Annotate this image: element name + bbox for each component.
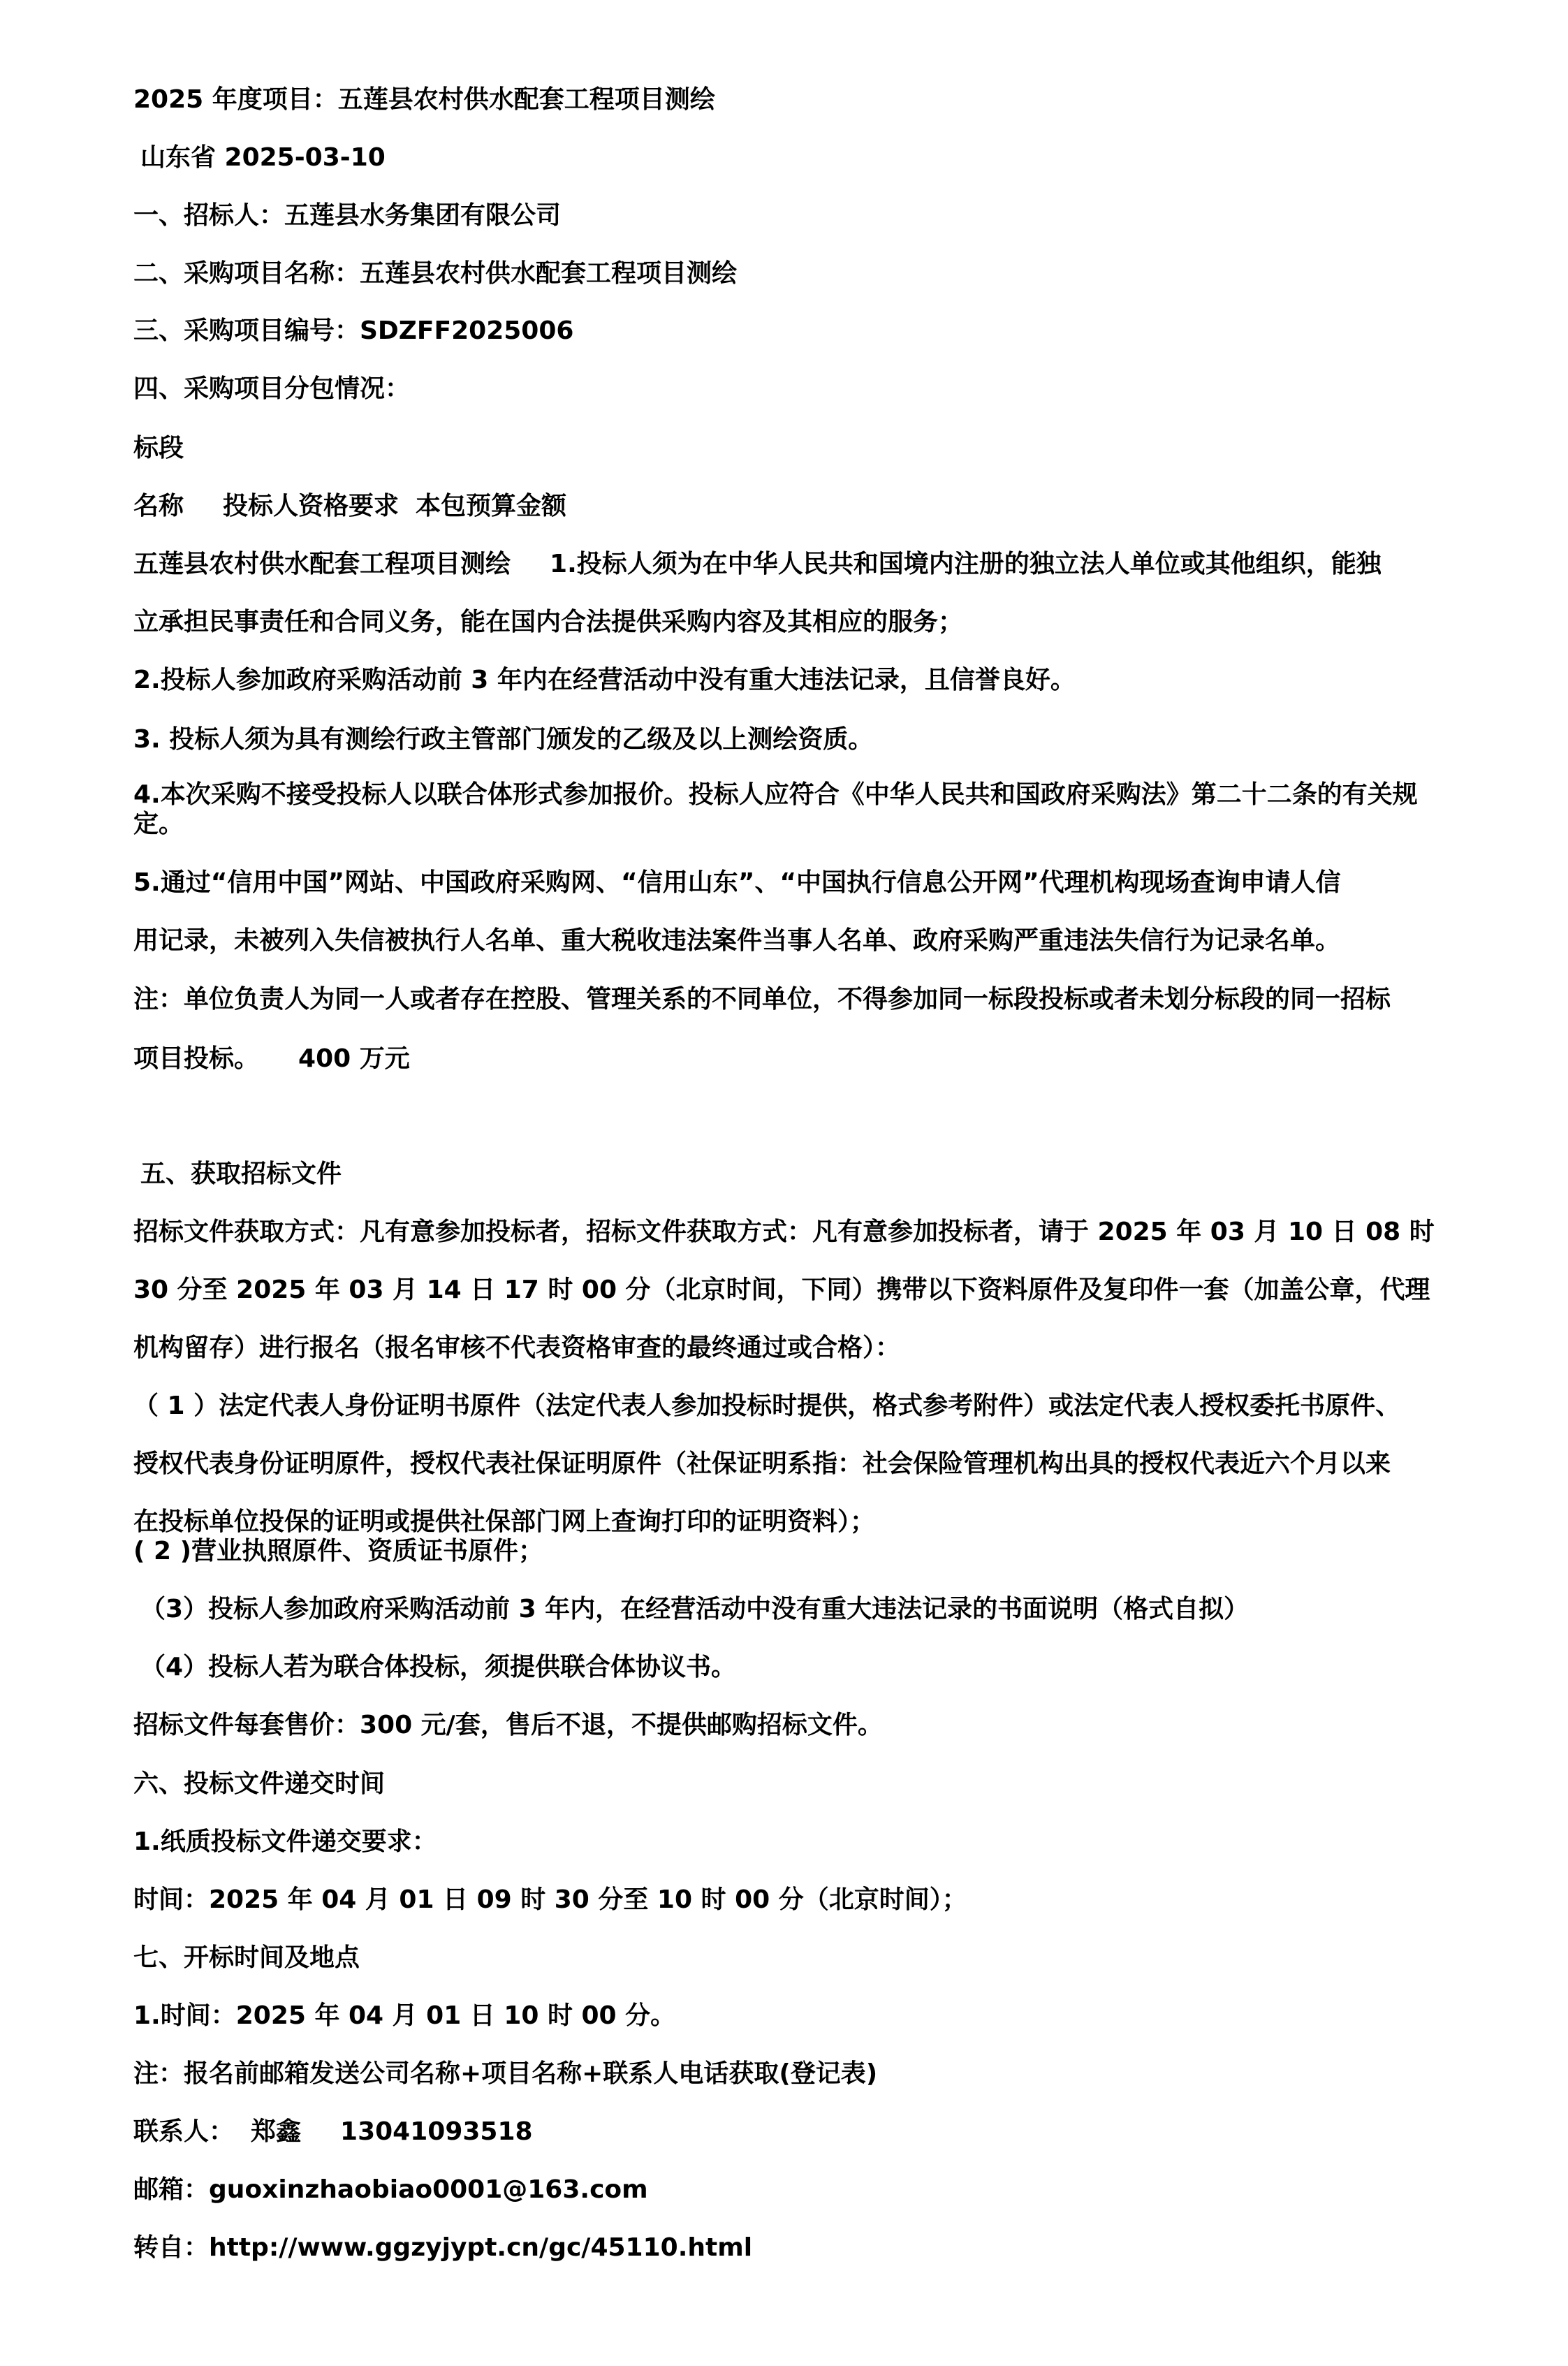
location-date: 山东省 2025-03-10 — [140, 143, 386, 172]
contact-label: 联系人： — [133, 2117, 235, 2146]
get-method-1: 招标文件获取方式：凡有意参加投标者，招标文件获取方式：凡有意参加投标者，请于 2025 年 03 月 10 日 08 时 — [133, 1218, 1435, 1246]
material-1b: 授权代表身份证明原件，授权代表社保证明原件（社保证明系指：社会保险管理机构出具的授权代表近六个月以来 — [133, 1449, 1391, 1478]
section-7-opening: 七、开标时间及地点 — [133, 1943, 360, 1972]
section-1-tenderer: 一、招标人：五莲县水务集团有限公司 — [133, 201, 562, 230]
document-price: 招标文件每套售价：300 元/套，售后不退，不提供邮购招标文件。 — [133, 1711, 883, 1739]
source-link[interactable]: 转自：http://www.ggzyjypt.cn/gc/45110.html — [133, 2233, 753, 2262]
package-row — [133, 549, 1446, 580]
package-budget: 400 万元 — [298, 1044, 410, 1073]
note-1-row — [133, 1044, 1446, 1074]
requirement-1b: 立承担民事责任和合同义务，能在国内合法提供采购内容及其相应的服务； — [133, 608, 964, 636]
contact-name: 郑鑫 — [251, 2117, 302, 2146]
get-method-2: 30 分至 2025 年 03 月 14 日 17 时 00 分（北京时间，下同）携带以下资料原件及复印件一套（加盖公章，代理 — [133, 1276, 1430, 1304]
contact-row — [133, 2117, 1446, 2147]
requirement-3: 3. 投标人须为具有测绘行政主管部门颁发的乙级及以上测绘资质。 — [133, 725, 874, 754]
requirement-4: 4.本次采购不接受投标人以联合体形式参加报价。投标人应符合《中华人民共和国政府采购法》第二十二条的有关规定。 — [133, 780, 1418, 838]
submission-requirement: 1.纸质投标文件递交要求： — [133, 1827, 437, 1856]
material-3: （3）投标人参加政府采购活动前 3 年内，在经营活动中没有重大违法记录的书面说明（格式自拟） — [140, 1595, 1250, 1623]
section-3-project-number: 三、采购项目编号：SDZFF2025006 — [133, 316, 574, 345]
get-method-3: 机构留存）进行报名（报名审核不代表资格审查的最终通过或合格）： — [133, 1334, 901, 1362]
table-header-name: 名称 — [133, 492, 184, 520]
section-2-project-name: 二、采购项目名称：五莲县农村供水配套工程项目测绘 — [133, 259, 738, 288]
requirement-5a: 5.通过“信用中国”网站、中国政府采购网、“信用山东”、“中国执行信息公开网”代理机构现场查询申请人信 — [133, 868, 1341, 897]
section-4-packages: 四、采购项目分包情况： — [133, 374, 411, 403]
section-6-submission: 六、投标文件递交时间 — [133, 1769, 386, 1798]
table-header-budget: 本包预算金额 — [416, 492, 567, 520]
note-1a: 注：单位负责人为同一人或者存在控股、管理关系的不同单位，不得参加同一标段投标或者未划分标段的同一招标 — [133, 985, 1391, 1014]
material-1c: 在投标单位投保的证明或提供社保部门网上查询打印的证明资料）； — [133, 1507, 876, 1536]
contact-phone: 13041093518 — [340, 2117, 533, 2146]
note-1b: 项目投标。 — [133, 1044, 260, 1073]
material-1a: （ 1 ）法定代表人身份证明书原件（法定代表人参加投标时提供，格式参考附件）或法定代表人授权委托书原件、 — [133, 1392, 1401, 1420]
requirement-1a: 1.投标人须为在中华人民共和国境内注册的独立法人单位或其他组织，能独 — [550, 550, 1382, 578]
section-5-get-documents: 五、获取招标文件 — [140, 1160, 342, 1188]
table-header-row — [133, 491, 1446, 522]
note-2: 注：报名前邮箱发送公司名称+项目名称+联系人电话获取(登记表) — [133, 2059, 878, 2088]
contact-email: 邮箱：guoxinzhaobiao0001@163.com — [133, 2175, 648, 2204]
doc-title: 2025 年度项目：五莲县农村供水配套工程项目测绘 — [133, 85, 715, 114]
table-header-requirements: 投标人资格要求 — [223, 492, 400, 520]
opening-time: 1.时间：2025 年 04 月 01 日 10 时 00 分。 — [133, 2001, 676, 2030]
requirement-2: 2.投标人参加政府采购活动前 3 年内在经营活动中没有重大违法记录，且信誉良好。 — [133, 666, 1076, 694]
submission-time: 时间：2025 年 04 月 01 日 09 时 30 分至 10 时 00 分（北京时间）； — [133, 1885, 967, 1914]
material-2: ( 2 )营业执照原件、资质证书原件； — [133, 1537, 544, 1565]
requirement-5b: 用记录，未被列入失信被执行人名单、重大税收违法案件当事人名单、政府采购严重违法失信行为记录名单。 — [133, 926, 1341, 955]
table-header-lot: 标段 — [133, 434, 184, 462]
package-name: 五莲县农村供水配套工程项目测绘 — [133, 550, 511, 578]
material-4: （4）投标人若为联合体投标，须提供联合体协议书。 — [140, 1653, 737, 1681]
